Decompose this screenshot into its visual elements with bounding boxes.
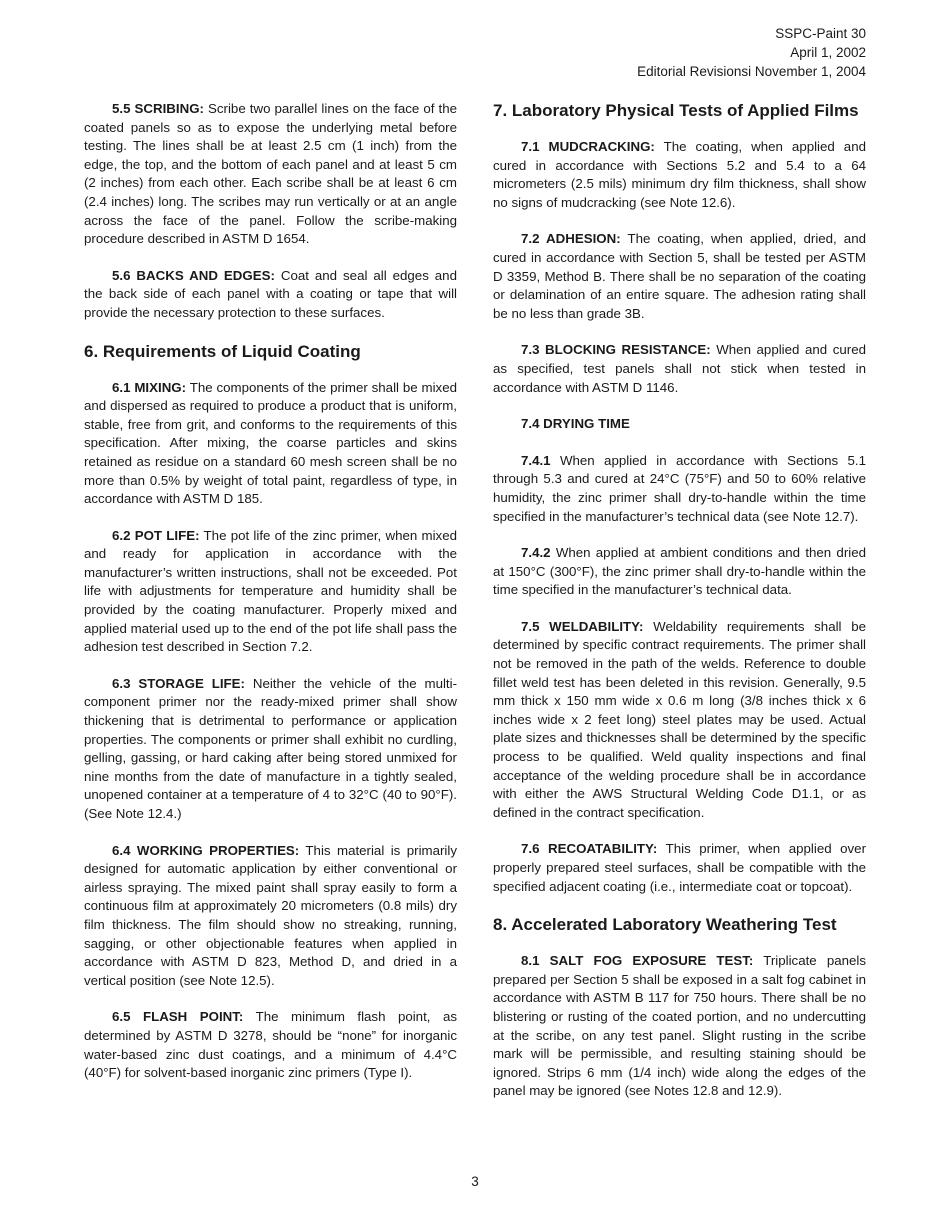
paragraph-6-5 <box>84 1008 457 1082</box>
paragraph-text: When applied in accordance with Sections 5.1 through 5.3 and cured at 24°C (75°F) and 50 to 60% relative humidity, the zinc primer shall dry-to-handle within the time specified in the manufacturer’s technical data (see Note 12.7). <box>493 452 866 524</box>
section-6-heading: 6. Requirements of Liquid Coating <box>84 341 361 361</box>
paragraph-text: This primer, when applied over properly prepared steel surfaces, shall be compatible with the specified adjacent coating (i.e., intermediate coat or topcoat). <box>493 841 866 894</box>
paragraph-text: Neither the vehicle of the multi-component primer nor the ready-mixed primer shall show thickening that is detrimental to performance or application properties. The components or primer shall exhibit no curdling, gelling, gassing, or hard caking after being stored unmixed for nine months from the date of manufacture in a tightly sealed, unopened container at a temperature of 4 to 32°C (40 to 90°F). (See Note 12.4.) <box>84 675 457 821</box>
paragraph-label: 7.1 MUDCRACKING: <box>521 139 655 154</box>
paragraph-label: 6.4 WORKING PROPERTIES: <box>112 842 300 858</box>
paragraph-6-4 <box>84 842 457 991</box>
section-8-heading: 8. Accelerated Laboratory Weathering Test <box>493 915 837 935</box>
paragraph-label: 7.2 ADHESION: <box>521 231 621 247</box>
paragraph-7-2 <box>493 230 866 323</box>
revision-date: Editorial Revisionsi November 1, 2004 <box>637 64 866 79</box>
paragraph-label: 7.3 BLOCKING RESISTANCE: <box>521 342 711 358</box>
paragraph-5-5 <box>84 100 457 249</box>
paragraph-text: The pot life of the zinc primer, when mixed and ready for application in accordance with the manufacturer’s written instructions, shall not be exceeded. Pot life with adjustments for temperature and humidity shall be provided by the coating manufacturer. Properly mixed and applied material used up to the end of the pot life shall pass the adhesion test described in Section 7.2. <box>84 527 457 655</box>
paragraph-label: 6.1 MIXING: <box>112 379 187 395</box>
paragraph-7-6 <box>493 840 866 896</box>
paragraph-7-3 <box>493 341 866 397</box>
document-id: SSPC-Paint 30 <box>775 26 866 41</box>
subsection-7-4-heading: 7.4 DRYING TIME <box>521 416 630 432</box>
paragraph-label: 7.4.1 <box>521 452 551 468</box>
right-column <box>493 100 866 1119</box>
paragraph-text: This material is primarily designed for automatic application by either conventional or airless spraying. The mixed paint shall spray easily to form a continuous film at approximately 20 micrometers (0.8 mils) dry film thickness. The film should show no streaking, running, sagging, or other objectionable features when applied in accordance with ASTM D 823, Method D, and dried in a vertical position (see Note 12.5). <box>84 842 457 988</box>
paragraph-6-3 <box>84 675 457 824</box>
paragraph-label: 5.6 BACKS AND EDGES: <box>112 267 275 283</box>
paragraph-text: Scribe two parallel lines on the face of the coated panels so as to expose the underlying metal before testing. The lines shall be at least 2.5 cm (1 inch) from the edge, the top, and the bottom of each panel and at least 5 cm (2 inches) from each other. Each scribe shall be at least 6 cm (2.4 inches) long. The scribes may run vertically or at an angle across the face of the panel. Follow the scribe-making procedure described in ASTM D 1654. <box>84 101 457 247</box>
paragraph-7-4-1 <box>493 452 866 526</box>
paragraph-text: Weldability requirements shall be determined by specific contract requirements. The primer shall not be removed in the path of the welds. Reference to double fillet weld test has been deleted in this revision. Generally, 9.5 mm thick x 150 mm wide x 0.6 m long (3/8 inches thick x 6 inches wide x 2 feet long) steel plates may be used. Actual plate sizes and thicknesses shall be determined by the specific process to be qualified. Weld quality inspections and final acceptance of the welding procedure shall be in accordance with either the AWS Structural Welding Code D1.1, or as defined in the contract specification. <box>493 618 866 820</box>
paragraph-label: 7.5 WELDABILITY: <box>521 618 644 634</box>
paragraph-8-1 <box>493 952 866 1101</box>
paragraph-label: 7.6 RECOATABILITY: <box>521 841 658 857</box>
paragraph-text: Coat and seal all edges and the back side of each panel with a coating or tape that will provide the necessary protection to these surfaces. <box>84 267 457 320</box>
paragraph-7-4-2 <box>493 544 866 600</box>
paragraph-7-5 <box>493 618 866 823</box>
paragraph-label: 6.2 POT LIFE: <box>112 527 200 543</box>
document-header <box>637 24 866 81</box>
paragraph-label: 7.4.2 <box>521 545 551 561</box>
paragraph-text: When applied and cured as specified, test panels shall not stick when tested in accordance with ASTM D 1146. <box>493 342 866 395</box>
paragraph-text: The minimum flash point, as determined by ASTM D 3278, should be “none” for inorganic water-based zinc dust coatings, and a minimum of 4.4°C (40°F) for solvent-based inorganic zinc primers (Type I). <box>84 1009 457 1081</box>
paragraph-6-1 <box>84 379 457 509</box>
paragraph-6-2 <box>84 527 457 657</box>
paragraph-text: The components of the primer shall be mixed and dispersed as required to produce a product that is uniform, stable, free from grit, and conforms to the requirements of this specification. After mixing, the coarse particles and skins retained as residue on a standard 60 mesh screen shall be no more than 0.5% by weight of total paint, regardless of type, in accordance with ASTM D 185. <box>84 379 457 507</box>
paragraph-5-6 <box>84 267 457 323</box>
paragraph-text: Triplicate panels prepared per Section 5 shall be exposed in a salt fog cabinet in accordance with ASTM B 117 for 750 hours. There shall be no blistering or rusting of the coated portion, and no undercutting at the scribe, on any test panel. Slight rusting in the scribe mark will be permissible, and resulting staining should be ignored. Strips 6 mm (1/4 inch) wide along the edges of the panel may be ignored (see Notes 12.8 and 12.9). <box>493 953 866 1099</box>
paragraph-7-1 <box>493 138 866 212</box>
paragraph-text: The coating, when applied, dried, and cured in accordance with Section 5, shall be tested per ASTM D 3359, Method B. There shall be no separation of the coating or delamination of an entire square. The adhesion rating shall be no less than grade 3B. <box>493 231 866 321</box>
paragraph-label: 8.1 SALT FOG EXPOSURE TEST: <box>521 953 754 969</box>
section-7-heading: 7. Laboratory Physical Tests of Applied Films <box>493 101 859 120</box>
document-date: April 1, 2002 <box>790 45 866 60</box>
paragraph-text: When applied at ambient conditions and then dried at 150°C (300°F), the zinc primer shall dry-to-handle within the time specified in the manufacturer’s technical data. <box>493 545 866 598</box>
paragraph-label: 5.5 SCRIBING: <box>112 101 204 116</box>
left-column <box>84 100 457 1101</box>
paragraph-label: 6.5 FLASH POINT: <box>112 1009 244 1025</box>
page-number: 3 <box>471 1174 479 1189</box>
paragraph-text: The coating, when applied and cured in accordance with Sections 5.2 and 5.4 to a 64 micrometers (2.5 mils) minimum dry film thickness, shall show no signs of mudcracking (see Note 12.6). <box>493 139 866 210</box>
paragraph-label: 6.3 STORAGE LIFE: <box>112 675 245 691</box>
